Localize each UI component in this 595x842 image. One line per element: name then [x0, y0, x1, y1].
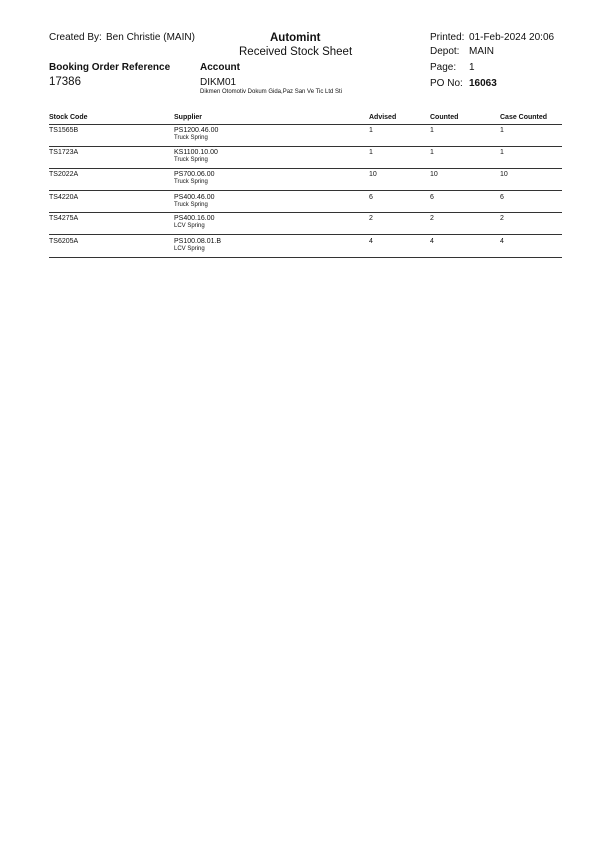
cell-advised: 10: [369, 171, 377, 178]
cell-supplier-desc: LCV Spring: [174, 223, 205, 229]
cell-case-counted: 4: [500, 238, 504, 245]
col-header-stock-code: Stock Code: [49, 114, 88, 121]
cell-counted: 10: [430, 171, 438, 178]
cell-supplier-desc: Truck Spring: [174, 157, 208, 163]
report-company-title: Automint: [270, 32, 321, 44]
col-header-counted: Counted: [430, 114, 459, 121]
col-header-case-counted: Case Counted: [500, 114, 548, 121]
booking-ref-label: Booking Order Reference: [49, 62, 171, 73]
cell-case-counted: 10: [500, 171, 508, 178]
cell-supplier-desc: LCV Spring: [174, 246, 205, 252]
cell-counted: 1: [430, 149, 434, 156]
booking-ref-value: 17386: [49, 76, 81, 88]
cell-stock-code: TS1565B: [49, 127, 79, 134]
cell-advised: 1: [369, 127, 373, 134]
cell-advised: 6: [369, 194, 373, 201]
report-subtitle: Received Stock Sheet: [239, 46, 353, 58]
account-label: Account: [200, 62, 240, 73]
row-divider: [49, 212, 562, 213]
cell-supplier-desc: Truck Spring: [174, 135, 208, 141]
po-label: PO No:: [430, 78, 463, 89]
cell-supplier-code: KS1100.10.00: [174, 149, 218, 156]
row-divider: [49, 257, 562, 258]
page-label: Page:: [430, 62, 457, 73]
cell-supplier-desc: Truck Spring: [174, 179, 208, 185]
cell-supplier-code: PS1200.46.00: [174, 127, 219, 134]
cell-stock-code: TS4220A: [49, 194, 79, 201]
cell-counted: 2: [430, 215, 434, 222]
cell-case-counted: 1: [500, 127, 504, 134]
printed-value: 01-Feb-2024 20:06: [469, 32, 555, 43]
cell-counted: 4: [430, 238, 434, 245]
row-divider: [49, 168, 562, 169]
cell-case-counted: 1: [500, 149, 504, 156]
cell-supplier-code: PS100.08.01.B: [174, 238, 222, 245]
cell-supplier-desc: Truck Spring: [174, 202, 208, 208]
cell-counted: 6: [430, 194, 434, 201]
depot-value: MAIN: [469, 46, 494, 57]
cell-counted: 1: [430, 127, 434, 134]
row-divider: [49, 190, 562, 191]
cell-advised: 1: [369, 149, 373, 156]
row-divider: [49, 146, 562, 147]
depot-label: Depot:: [430, 46, 460, 57]
cell-stock-code: TS6205A: [49, 238, 79, 245]
created-by-label: Created By:: [49, 32, 102, 43]
created-by-value: Ben Christie (MAIN): [106, 32, 195, 43]
account-name: Dikmen Otomotiv Dokum Gida,Paz San Ve Tic Ltd Sti: [200, 89, 343, 95]
cell-case-counted: 6: [500, 194, 504, 201]
col-header-supplier: Supplier: [174, 114, 203, 121]
cell-supplier-code: PS700.06.00: [174, 171, 215, 178]
header-divider: [49, 124, 562, 125]
cell-advised: 4: [369, 238, 373, 245]
cell-stock-code: TS2022A: [49, 171, 79, 178]
cell-case-counted: 2: [500, 215, 504, 222]
cell-supplier-code: PS400.46.00: [174, 194, 215, 201]
po-number: 16063: [469, 78, 497, 89]
cell-stock-code: TS4275A: [49, 215, 79, 222]
cell-advised: 2: [369, 215, 373, 222]
account-code: DIKM01: [200, 77, 237, 88]
cell-supplier-code: PS400.16.00: [174, 215, 215, 222]
cell-stock-code: TS1723A: [49, 149, 79, 156]
printed-label: Printed:: [430, 32, 465, 43]
page-number: 1: [469, 62, 475, 73]
row-divider: [49, 234, 562, 235]
col-header-advised: Advised: [369, 114, 397, 121]
